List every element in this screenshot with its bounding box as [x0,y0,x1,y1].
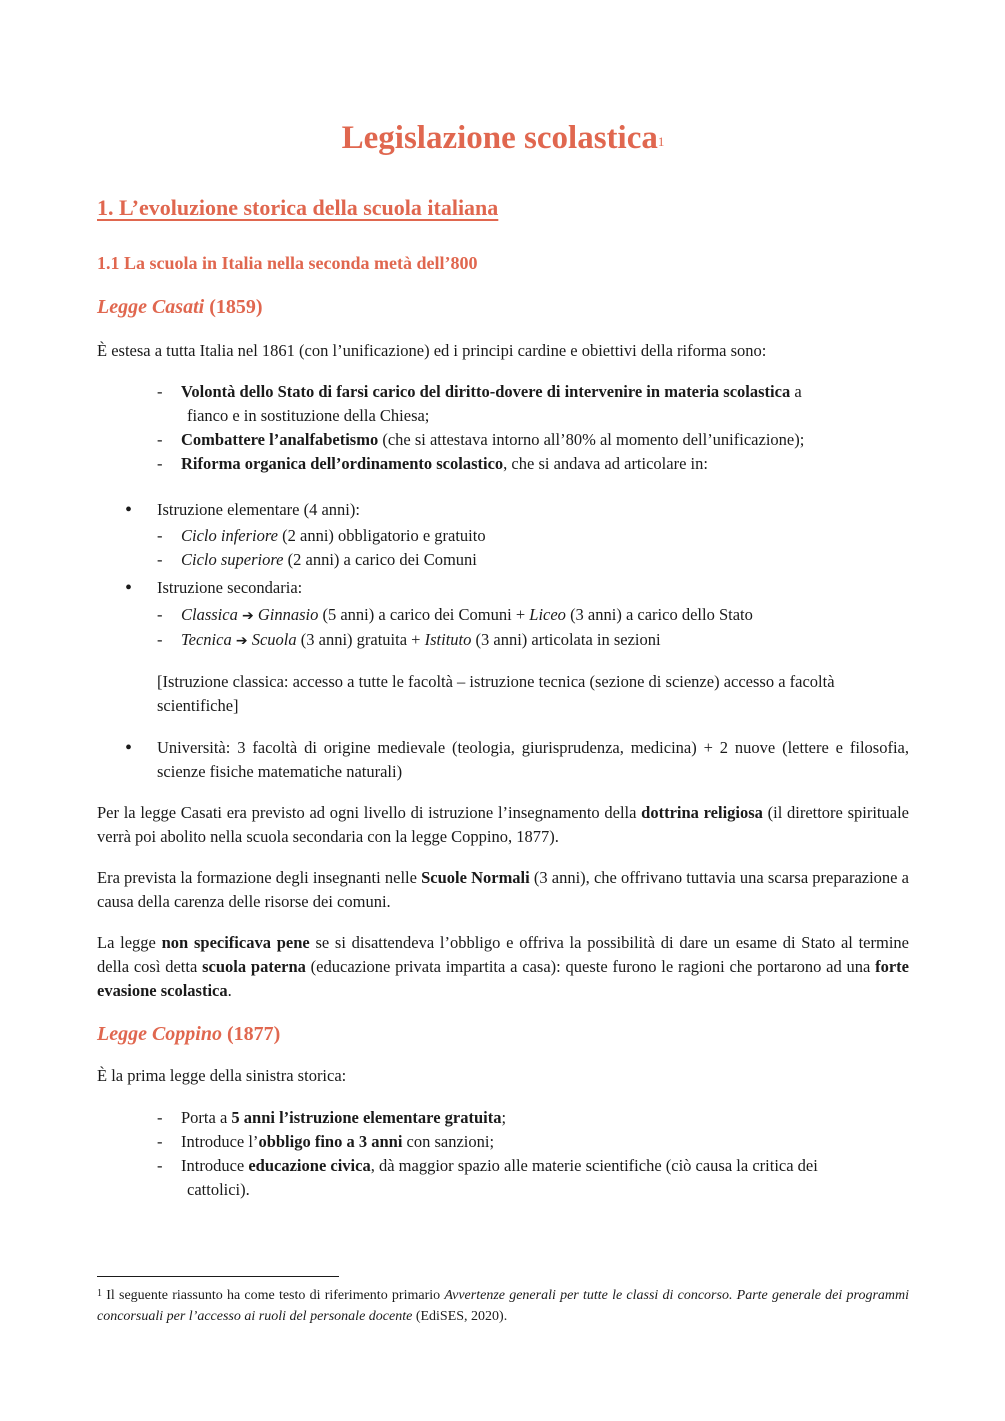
text: . [227,981,232,1000]
list-item [157,524,909,548]
coppino-heading-name: Legge Coppino [97,1023,222,1045]
text: (3 anni) gratuita + [296,630,425,649]
text: (2 anni) a carico dei Comuni [283,550,477,569]
coppino-heading [97,1020,280,1048]
italic-text: Liceo [529,605,566,624]
bold-text: scuola paterna [202,957,306,976]
bold-text: educazione civica [248,1156,371,1175]
italic-text: Tecnica [181,630,232,649]
text: , dà maggior spazio alle materie scientifiche (ciò causa la critica dei [370,1156,818,1175]
italic-text: Ciclo inferiore [181,526,279,545]
list-item [157,603,909,628]
text: Era prevista la formazione degli insegnanti nelle [97,868,422,887]
coppino-intro: È la prima legge della sinistra storica: [97,1066,347,1085]
coppino-points-list [157,1106,909,1202]
bullet-text: • Università: 3 facoltà di origine medievale (teologia, giurisprudenza, medicina) + 2 nuove (lettere e filosofia, scienze fisiche matematiche naturali) [157,738,909,781]
text: (3 anni) a carico dello Stato [565,605,753,624]
list-item [157,1154,909,1202]
text: Per la legge Casati era previsto ad ogni livello di istruzione l’insegnamento della [97,803,642,822]
secondaria-sublist [157,603,909,653]
casati-heading [97,293,263,321]
bold-text: Scuole Normali [421,868,530,887]
paragraph-dottrina [97,801,909,849]
casati-heading-name: Legge Casati [97,296,205,318]
text-continuation: cattolici). [187,1180,250,1199]
bullet-universita [129,736,909,784]
text: (EdiSES, 2020). [412,1309,508,1324]
text: (5 anni) a carico dei Comuni + [318,605,530,624]
list-item [157,1106,909,1130]
text: se si disattendeva l’obbligo e offriva la possibilità di dare un esame di Stato al termine della così detta [97,933,909,976]
italic-text: Avvertenze generali per tutte le classi di concorso. Parte generale dei programmi concorsuali per l’accesso ai ruoli del personale docente [97,1288,909,1324]
italic-text: Classica [181,605,238,624]
text: Introduce l’ [181,1132,259,1151]
casati-heading-year: (1859) [209,296,263,318]
bold-text: Volontà dello Stato di farsi carico del diritto-dovere di intervenire in materia scolastica [181,382,791,401]
text: (il direttore spirituale verrà poi abolito nella scuola secondaria con la legge Coppino, 1877). [97,803,909,846]
section-heading: 1. L’evoluzione storica della scuola italiana [97,195,499,220]
paragraph-scuole-normali [97,866,909,914]
arrow-right-icon: ➔ [235,633,248,649]
bold-text: forte evasione scolastica [97,957,909,1000]
list-item [157,428,909,452]
elementare-sublist [157,524,909,572]
text: (che si attestava intorno all’80% al momento dell’unificazione); [378,430,805,449]
italic-text: Ginnasio [257,605,319,624]
text-continuation: fianco e in sostituzione della Chiesa; [187,406,430,425]
footnote-divider [97,1276,339,1277]
bullet-text: • Istruzione secondaria: [157,578,303,597]
bold-text: obbligo fino a 3 anni [258,1132,403,1151]
bold-text: Riforma organica dell’ordinamento scolastico [181,454,504,473]
paragraph-evasione [97,931,909,1003]
list-item [157,1130,909,1154]
bracket-note: [Istruzione classica: accesso a tutte le facoltà – istruzione tecnica (sezione di scienze) accesso a facoltà scientifiche] [157,672,835,715]
casati-principles-list [157,380,909,476]
italic-text: Scuola [251,630,297,649]
arrow-right-icon: ➔ [241,608,254,624]
bullet-elementare [129,498,909,522]
casati-intro: È estesa a tutta Italia nel 1861 (con l’unificazione) ed i principi cardine e obiettivi della riforma sono: [97,341,767,360]
bullet-text: • Istruzione elementare (4 anni): [157,500,360,519]
text: ; [501,1108,507,1127]
italic-text: Ciclo superiore [181,550,284,569]
text: (3 anni) articolata in sezioni [471,630,661,649]
list-item [157,628,909,653]
footnote-number: 1 [97,1288,102,1299]
text: a [790,382,802,401]
list-item [157,380,909,428]
bold-text: Combattere l’analfabetismo [181,430,379,449]
list-item [157,452,909,476]
text: La legge [97,933,162,952]
text: con sanzioni; [402,1132,495,1151]
italic-text: Istituto [424,630,472,649]
text: , che si andava ad articolare in: [503,454,708,473]
title-text: Legislazione scolastica [341,120,658,156]
bold-text: dottrina religiosa [641,803,763,822]
list-item [157,548,909,572]
title-footnote-ref[interactable]: 1 [657,134,665,149]
text: (3 anni), che offrivano tuttavia una scarsa preparazione a causa della carenza delle risorse dei comuni. [97,868,909,911]
page-title [97,116,909,160]
coppino-heading-year: (1877) [227,1023,281,1045]
text: Introduce [181,1156,249,1175]
text: (educazione privata impartita a casa): queste furono le ragioni che portarono ad una [305,957,876,976]
bold-text: non specificava pene [161,933,310,952]
text: (2 anni) obbligatorio e gratuito [278,526,486,545]
bold-text: 5 anni l’istruzione elementare gratuita [231,1108,502,1127]
subsection-heading: 1.1 La scuola in Italia nella seconda metà dell’800 [97,253,478,273]
text: Porta a [181,1108,232,1127]
bullet-secondaria [129,576,909,600]
text: Il seguente riassunto ha come testo di riferimento primario [102,1288,445,1303]
footnote [97,1285,909,1327]
